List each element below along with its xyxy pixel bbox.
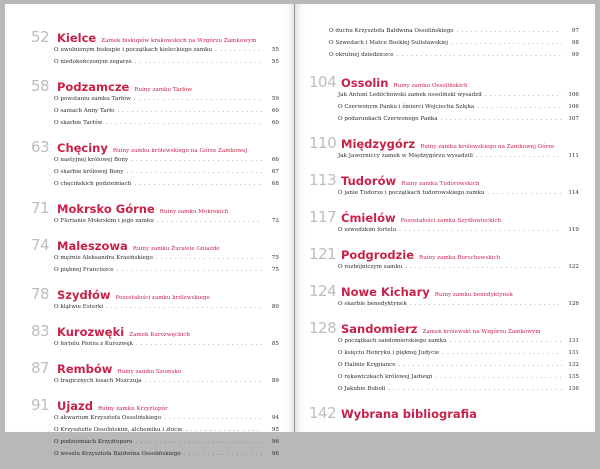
left-page [5,4,295,457]
toc-entry-title: Jak Jaworniccy zamek w Międzygórzu wysadzili [338,153,473,159]
section-title: Kurozwęki [57,325,125,339]
toc-section-heading[interactable] [309,208,579,227]
toc-entry[interactable] [338,362,579,374]
toc-section [309,73,579,128]
toc-entry-title: O Krzysztofie Ossolińskim, alchemiku i złocie [54,427,183,433]
toc-entry[interactable] [54,181,279,193]
toc-entry[interactable] [54,415,279,427]
section-subtitle: Ruiny zamku Mokrskich [159,209,229,215]
leader-dots [106,304,262,310]
toc-section [31,285,279,316]
toc-entry-title: O rękawiczkach królowej Jadwigi [338,374,433,380]
section-title: Ossolin [341,76,389,90]
section-title: Międzygórz [341,137,416,151]
section-subtitle: Zamek Kurozwęckich [129,332,190,338]
section-page-number: 87 [31,359,50,377]
leader-dots [397,52,562,58]
section-title: Podzamcze [57,80,130,94]
section-page-number: 121 [309,245,337,263]
toc-section-heading[interactable] [309,404,579,423]
toc-entry-title: O weselu Krzysztofa Baldwina Ossolińskiego [54,451,181,457]
toc-section-heading[interactable] [31,199,279,218]
toc-section-heading[interactable] [309,245,579,264]
toc-section [309,404,579,423]
toc-entry-title: O podarunkach Czerwonego Panka [338,116,438,122]
section-page-number: 71 [31,199,50,217]
toc-entry-title: O księciu Henryku i pięknej Judycie [338,350,440,356]
section-page-number: 128 [309,319,337,337]
toc-entry-title: O Czerwonym Panku i śmierci Wojciecha Szlęka [338,104,475,110]
toc-entry-page: 89 [271,378,279,384]
toc-entry[interactable] [338,386,579,398]
leader-dots [164,415,262,421]
toc-entry[interactable] [338,104,579,116]
toc-entry[interactable] [54,96,279,108]
section-entries [309,153,579,165]
toc-entry[interactable] [338,153,579,165]
section-subtitle: Zamek biskupów krakowskich na Wzgórzu Zamkowym [101,38,257,44]
toc-entry[interactable] [338,190,579,202]
section-page-number: 142 [309,404,337,422]
toc-entry-page: 107 [568,116,579,122]
section-subtitle: Pozostałości zamku Szydłowieckich [400,218,502,224]
toc-section [31,28,279,71]
leader-dots [157,218,262,224]
toc-entry-page: 60 [271,108,279,114]
toc-entry-title: O podziemiach Krzyżtoporu [54,439,133,445]
toc-entry[interactable] [338,350,579,362]
toc-entry-title: O klątwie Esterki [54,304,104,310]
section-entries [31,218,279,230]
toc-entry-title: O mężnie Aleksandra Krasińskiego [54,255,153,261]
toc-entry[interactable] [54,378,279,390]
toc-entry-page: 67 [271,169,279,175]
toc-entry[interactable] [54,120,279,132]
leader-dots [184,451,262,457]
section-entries [31,415,279,463]
toc-entry-title: O tragicznych losach Mszczuja [54,378,142,384]
leader-dots [131,157,262,163]
toc-entry[interactable] [329,52,579,64]
toc-section-heading[interactable] [309,134,579,153]
section-page-number: 63 [31,138,50,156]
section-entries [309,264,579,276]
section-entries [31,47,279,71]
toc-entry-title: O niedokończonym zegarze [54,59,132,65]
leader-dots [127,169,262,175]
toc-section [31,199,279,230]
leader-dots [399,227,562,233]
section-subtitle: Ruiny zamku Żurawie Gniazdo [132,246,220,252]
section-page-number: 91 [31,396,50,414]
toc-entry-title: O uwolnionym biskupie i początkach kieleckiego zamku [54,47,213,53]
leader-dots [442,350,562,356]
toc-entry[interactable] [338,92,579,104]
toc-entry-title: O rozbójniczym zamku [338,264,403,270]
toc-section [31,359,279,390]
toc-right-column [309,28,579,429]
toc-entry-title: O skarbie Tarłów [54,120,103,126]
toc-section [309,171,579,202]
section-subtitle: Ruiny zamku Krzyżtopór [97,406,168,412]
section-page-number: 78 [31,285,50,303]
leader-dots [134,96,262,102]
leader-dots [136,439,262,445]
section-subtitle: Ruiny zamku Tudorowskich [401,181,480,187]
toc-entry-page: 114 [568,190,579,196]
toc-section [309,319,579,398]
toc-entry-title: O fortelu Piotra z Kurozwęk [54,341,134,347]
leader-dots [488,190,562,196]
toc-entry[interactable] [54,427,279,439]
toc-entry-title: O Florianie Mokrskim i jego zamku [54,218,154,224]
continued-entries [309,28,579,64]
toc-entry-page: 94 [271,415,279,421]
section-entries [31,378,279,390]
leader-dots [399,362,562,368]
toc-section-heading[interactable] [31,322,279,341]
toc-section-heading[interactable] [31,138,279,157]
leader-dots [185,427,262,433]
section-page-number: 113 [309,171,337,189]
section-title: Sandomierz [341,322,418,336]
section-page-number: 110 [309,134,337,152]
toc-entry-title: O początkach sandomierskiego zamku [338,338,447,344]
toc-section-heading[interactable] [31,359,279,378]
section-subtitle: Ruiny zamku benedyktynek [434,292,513,298]
toc-section-heading[interactable] [31,77,279,96]
section-subtitle: Ruiny zamku królewskiego na Górze Zamkowej [112,148,248,154]
leader-dots [145,378,262,384]
toc-entry-page: 96 [271,451,279,457]
leader-dots [134,181,262,187]
toc-section [309,245,579,276]
section-title: Tudorów [341,174,397,188]
toc-entry[interactable] [329,40,579,52]
toc-entry[interactable] [338,374,579,386]
section-title: Szydłów [57,288,111,302]
leader-dots [435,374,562,380]
section-title: Maleszowa [57,239,128,253]
section-page-number: 104 [309,73,337,91]
toc-entry-page: 136 [568,386,579,392]
right-page [295,4,595,432]
toc-entry-page: 106 [568,104,579,110]
section-subtitle: Ruiny zamku Tarłów [134,87,193,93]
leader-dots [450,338,562,344]
leader-dots [388,386,562,392]
leader-dots [117,267,262,273]
toc-section-heading[interactable] [31,236,279,255]
toc-entry-title: O saniach Anny Tarło [54,108,115,114]
toc-entry[interactable] [54,169,279,181]
toc-entry[interactable] [54,255,279,267]
section-entries [309,92,579,128]
toc-entry[interactable] [54,304,279,316]
leader-dots [477,104,562,110]
section-entries [309,190,579,202]
toc-entry-page: 119 [568,227,579,233]
toc-entry-page: 99 [571,52,579,58]
toc-section [31,236,279,279]
toc-entry-page: 95 [271,427,279,433]
toc-entry-page: 75 [271,267,279,273]
leader-dots [105,120,262,126]
section-entries [309,301,579,313]
toc-entry[interactable] [338,264,579,276]
toc-entry[interactable] [329,28,579,40]
toc-entry-title: O janie Tudorze i początkach tudorowskiego zamku [338,190,485,196]
section-title: Wybrana bibliografia [341,407,477,421]
section-page-number: 58 [31,77,50,95]
toc-entry[interactable] [338,338,579,350]
toc-entry-page: 85 [271,341,279,347]
toc-entry-title: O powstaniu zamku Tarłów [54,96,131,102]
toc-section-heading[interactable] [31,28,279,47]
toc-entry[interactable] [54,157,279,169]
toc-section-heading[interactable] [31,396,279,415]
section-entries [31,341,279,353]
section-subtitle: Zamek królewski na Wzgórzu Zamkowym [422,329,541,335]
section-entries [31,96,279,132]
toc-entry-title: O Halinie Krępiance [338,362,396,368]
toc-section-heading[interactable] [31,285,279,304]
toc-entry[interactable] [338,301,579,313]
section-page-number: 117 [309,208,337,226]
leader-dots [215,47,262,53]
section-page-number: 52 [31,28,50,46]
toc-entry[interactable] [54,47,279,59]
toc-entry-page: 131 [568,338,579,344]
leader-dots [117,108,262,114]
section-title: Chęciny [57,141,108,155]
toc-entry-page: 131 [568,350,579,356]
toc-entry-page: 80 [271,304,279,310]
leader-dots [476,153,562,159]
toc-entry-title: O skarbie benedyktynek [338,301,407,307]
toc-section [31,138,279,193]
toc-entry-page: 96 [271,439,279,445]
section-subtitle: Ruiny zamku królewskiego na Zamkowej Górze [420,144,555,150]
toc-entry-page: 106 [568,92,579,98]
section-title: Nowe Kichary [341,285,430,299]
leader-dots [485,92,562,98]
toc-section-heading[interactable] [309,73,579,92]
toc-entry[interactable] [54,59,279,71]
leader-dots [441,116,562,122]
section-entries [309,338,579,398]
section-title: Kielce [57,31,97,45]
toc-entry[interactable] [54,451,279,463]
toc-left-column [31,28,279,469]
toc-entry[interactable] [338,116,579,128]
toc-entry-page: 55 [271,47,279,53]
toc-entry-page: 126 [568,301,579,307]
section-page-number: 83 [31,322,50,340]
toc-entry-page: 111 [568,153,579,159]
toc-section [309,134,579,165]
toc-entry-title: O Szwedach i Matce Boskiej Sulisławskiej [329,40,449,46]
toc-entry-title: O nastyjnej królowej Bony [54,157,129,163]
toc-entry-page: 60 [271,120,279,126]
section-page-number: 124 [309,282,337,300]
section-entries [31,157,279,193]
toc-entry[interactable] [54,341,279,353]
section-entries [31,255,279,279]
toc-entry-title: Jak Antoni Ledóchowski zamek ossoliński wysadził [338,92,482,98]
toc-entry[interactable] [338,227,579,239]
toc-entry[interactable] [54,218,279,230]
toc-section [309,208,579,239]
toc-entry-title: O okrutnej dziedziczce [329,52,394,58]
toc-entry-page: 55 [271,59,279,65]
toc-section-heading[interactable] [309,171,579,190]
section-title: Ćmielów [341,211,396,225]
toc-entry-title: O Jakubie Boboli [338,386,386,392]
toc-entry-title: O chęcińskich podziemiach [54,181,132,187]
toc-entry-page: 75 [271,255,279,261]
toc-entry-title: O duchu Krzysztofa Baldwina Ossolińskiego [329,28,454,34]
toc-entry[interactable] [54,267,279,279]
toc-section-heading[interactable] [309,282,579,301]
toc-section [309,282,579,313]
leader-dots [410,301,562,307]
toc-section-heading[interactable] [309,319,579,338]
section-page-number: 74 [31,236,50,254]
section-subtitle: Ruiny zamku Ossolińskich [393,83,468,89]
leader-dots [135,59,262,65]
toc-entry-title: O szwedzkim fortelu [338,227,397,233]
leader-dots [451,40,562,46]
section-entries [31,304,279,316]
leader-dots [457,28,562,34]
section-title: Podgrodzie [341,248,415,262]
section-subtitle: Ruiny zamku Borschowskich [419,255,501,261]
toc-entry[interactable] [54,108,279,120]
leader-dots [136,341,262,347]
toc-entry-title: O skarbie królowej Bony [54,169,124,175]
leader-dots [405,264,562,270]
section-entries [309,227,579,239]
toc-section [31,77,279,132]
toc-entry-page: 98 [571,40,579,46]
toc-entry-title: O pięknej Franciszce [54,267,114,273]
section-subtitle: Pozostałości zamku królewskiego [115,295,210,301]
toc-section [31,322,279,353]
toc-entry-page: 59 [271,96,279,102]
toc-entry-page: 72 [271,218,279,224]
section-title: Ujazd [57,399,93,413]
leader-dots [156,255,262,261]
toc-entry-page: 68 [271,181,279,187]
toc-entry-page: 122 [568,264,579,270]
section-subtitle: Ruiny zamku Szumsko [117,369,182,375]
toc-entry-title: O akwarium Krzysztofa Ossolińskiego [54,415,162,421]
toc-entry[interactable] [54,439,279,451]
toc-entry-page: 66 [271,157,279,163]
section-title: Rembów [57,362,113,376]
section-title: Mokrsko Górne [57,202,155,216]
toc-section [31,396,279,463]
toc-entry-page: 135 [568,374,579,380]
toc-entry-page: 97 [571,28,579,34]
toc-entry-page: 132 [568,362,579,368]
